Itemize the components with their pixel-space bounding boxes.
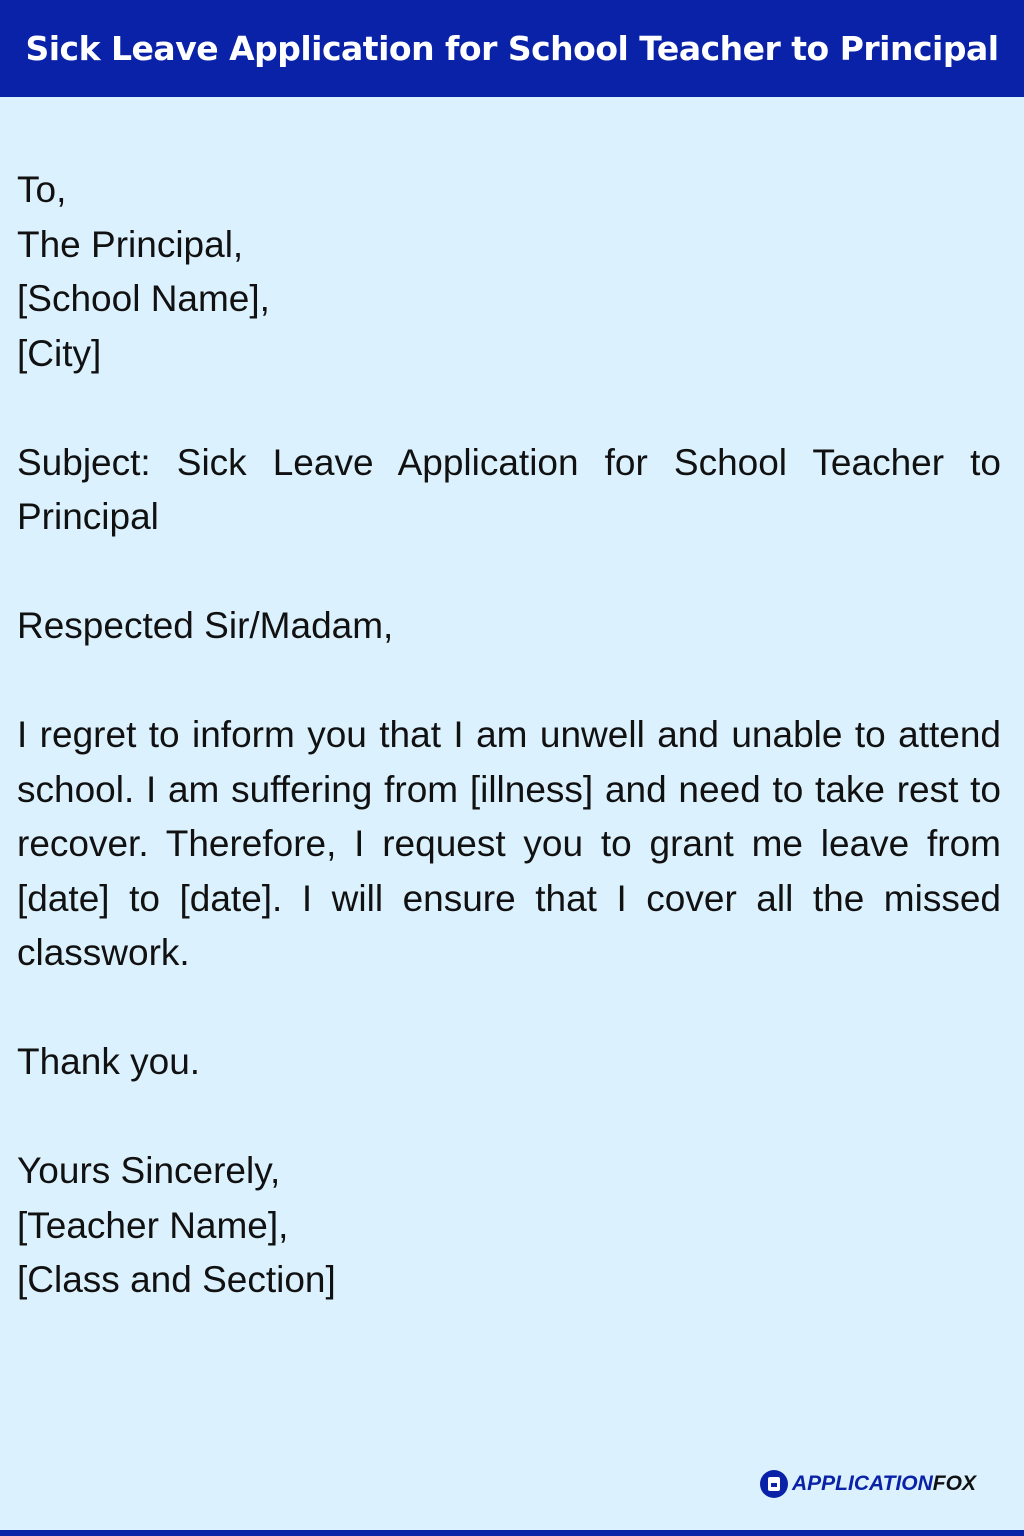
body-paragraph: I regret to inform you that I am unwell and unable to attend school. I am suffering from [illness] and need to take rest to recover. Therefore, I request you to grant me leave from [date] to [date]. I will ensure that I cover all the missed classwork. (17, 714, 1001, 973)
bottom-border (0, 1530, 1024, 1536)
thanks-line: Thank you. (17, 1041, 201, 1082)
logo-text-fox: FOX (932, 1472, 976, 1495)
signature-name: [Teacher Name], (17, 1204, 289, 1246)
document-icon (760, 1470, 788, 1498)
address-line: [School Name], (17, 278, 270, 319)
salutation: Respected Sir/Madam, (17, 605, 394, 646)
closing-line: Yours Sincerely, (17, 1150, 281, 1191)
logo-text-application: APPLICATION (792, 1472, 933, 1495)
class-section: [Class and Section] (17, 1259, 336, 1300)
address-line: [City] (17, 332, 102, 374)
address-line: The Principal, (17, 223, 244, 265)
page-title: Sick Leave Application for School Teacher to Principal (25, 29, 999, 68)
address-line: To, (17, 169, 67, 210)
title-banner (0, 0, 1024, 97)
applicationfox-logo (760, 1470, 976, 1498)
subject-line: Subject: Sick Leave Application for School Teacher to Principal (17, 441, 1001, 537)
letter-body (17, 163, 1001, 1308)
